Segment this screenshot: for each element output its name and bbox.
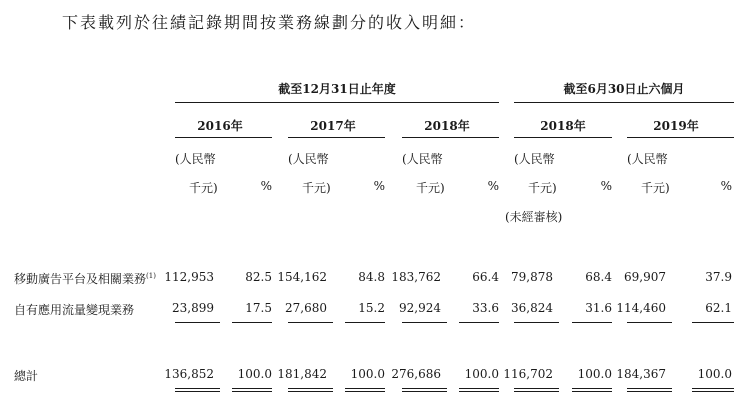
total-cell: 181,842 (277, 367, 327, 381)
row-label-ad-platform: 移動廣告平台及相關業務$^{(1)}$ (14, 272, 156, 286)
subtotal-rule (288, 322, 333, 323)
unit-label: (人民幣 (288, 152, 329, 166)
year-header-2017: 2017年 (310, 119, 356, 133)
unit-label: 千元) (189, 181, 218, 195)
year-header-2018: 2018年 (424, 119, 470, 133)
total-double-rule (288, 388, 333, 392)
total-double-rule (627, 388, 672, 392)
total-cell: 100.0 (350, 367, 385, 381)
total-cell: 100.0 (697, 367, 732, 381)
total-label: 總計 (14, 369, 39, 383)
total-cell: 100.0 (237, 367, 272, 381)
cell: 33.6 (472, 301, 499, 315)
total-double-rule (232, 388, 272, 392)
total-cell: 136,852 (164, 367, 214, 381)
pct-label: % (260, 179, 272, 193)
total-double-rule (402, 388, 447, 392)
total-cell: 100.0 (577, 367, 612, 381)
year-rule-2017 (288, 137, 385, 138)
subtotal-rule (345, 322, 385, 323)
total-cell: 184,367 (616, 367, 666, 381)
half-group-rule (514, 102, 734, 103)
unit-label: 千元) (416, 181, 445, 195)
total-cell: 276,686 (391, 367, 441, 381)
subtotal-rule (572, 322, 612, 323)
row-label-app-traffic: 自有應用流量變現業務 (14, 303, 135, 317)
pct-label: % (487, 179, 499, 193)
cell: 154,162 (277, 270, 327, 284)
fy-group-header: 截至12月31日止年度 (278, 82, 396, 96)
total-cell: 100.0 (464, 367, 499, 381)
cell: 79,878 (511, 270, 553, 284)
cell: 69,907 (624, 270, 666, 284)
year-rule-2018 (402, 137, 499, 138)
fy-group-rule (175, 102, 499, 103)
cell: 92,924 (399, 301, 441, 315)
cell: 82.5 (245, 270, 272, 284)
cell: 183,762 (391, 270, 441, 284)
total-double-rule (572, 388, 612, 392)
unit-label: (人民幣 (627, 152, 668, 166)
year-header-2019-h1: 2019年 (653, 119, 699, 133)
total-double-rule (175, 388, 220, 392)
cell: 62.1 (705, 301, 732, 315)
cell: 15.2 (358, 301, 385, 315)
cell: 68.4 (585, 270, 612, 284)
unit-label: (人民幣 (175, 152, 216, 166)
cell: 27,680 (285, 301, 327, 315)
year-header-2016: 2016年 (197, 119, 243, 133)
subtotal-rule (175, 322, 220, 323)
subtotal-rule (402, 322, 447, 323)
total-double-rule (345, 388, 385, 392)
subtotal-rule (627, 322, 672, 323)
cell: 36,824 (511, 301, 553, 315)
cell: 17.5 (245, 301, 272, 315)
cell: 31.6 (585, 301, 612, 315)
unit-label: 千元) (641, 181, 670, 195)
subtotal-rule (232, 322, 272, 323)
total-double-rule (692, 388, 734, 392)
half-group-header: 截至6月30日止六個月 (563, 82, 685, 96)
pct-label: % (373, 179, 385, 193)
unit-label: 千元) (528, 181, 557, 195)
cell: 114,460 (616, 301, 666, 315)
cell: 84.8 (358, 270, 385, 284)
cell: 66.4 (472, 270, 499, 284)
subtotal-rule (459, 322, 499, 323)
subtotal-rule (514, 322, 559, 323)
intro-text: 下表載列於往績記錄期間按業務線劃分的收入明細： (62, 13, 477, 32)
total-double-rule (514, 388, 559, 392)
subtotal-rule (692, 322, 734, 323)
total-cell: 116,702 (503, 367, 553, 381)
cell: 112,953 (164, 270, 214, 284)
unaudited-label: (未經審核) (505, 210, 563, 224)
unit-label: (人民幣 (514, 152, 555, 166)
year-rule-2016 (175, 137, 272, 138)
unit-label: (人民幣 (402, 152, 443, 166)
unit-label: 千元) (302, 181, 331, 195)
cell: 37.9 (705, 270, 732, 284)
cell: 23,899 (172, 301, 214, 315)
year-rule-2019-h1 (627, 137, 734, 138)
pct-label: % (600, 179, 612, 193)
pct-label: % (720, 179, 732, 193)
year-header-2018-h1: 2018年 (540, 119, 586, 133)
total-double-rule (459, 388, 499, 392)
year-rule-2018-h1 (514, 137, 612, 138)
